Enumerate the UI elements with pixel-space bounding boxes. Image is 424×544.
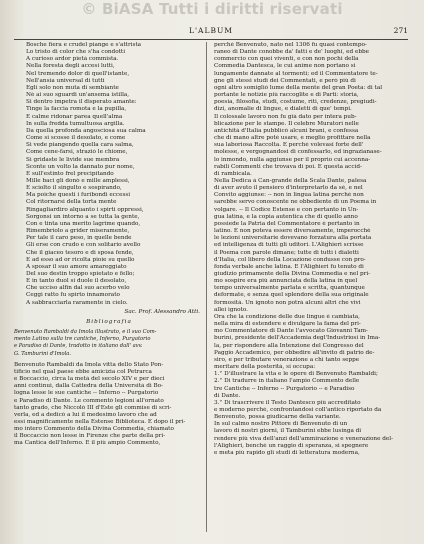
text-line: raneo di Dante conobbe da' fatti e de' luoghi, ed ebbe — [214, 49, 369, 56]
poem-line: Con e tinta una merito lagrime quando, — [26, 220, 141, 227]
poem-line: Che ucciso alfin dal suo acerbo velo — [26, 285, 130, 292]
text-line: Benvenuto Rambaldi da Imola vitta dello Stato Pon- — [14, 361, 164, 368]
poem-line: Gli erse con crudo e con solitario avello — [26, 242, 141, 249]
bibliography-line: mento Latino sulla tre cantiche, Inferno, Purgatorio — [14, 336, 151, 343]
text-line: ma Cantica dell'Inferno. E il più ampio Commento, — [14, 440, 161, 447]
text-line: latino. E non poteva essere diversamente, imperocchè — [214, 228, 371, 235]
text-line: di Dante. — [214, 392, 241, 399]
left-column — [14, 42, 204, 448]
text-line: In sul calmo nostro Pittore di Benvenuto di un — [214, 421, 348, 428]
poem-line: Come si scosse il desolato, e come — [26, 135, 126, 142]
text-line: Il colossale lavoro non fu già dato per intera pub- — [214, 113, 357, 120]
poem-line: Col ritornarsi della torta mente — [26, 199, 117, 206]
right-column — [214, 42, 404, 457]
poem-line: A sabbracciarla raramente in cielo. — [26, 299, 128, 306]
text-line: il Boccaccio non lesse in Firenze che parte della pri- — [14, 433, 166, 440]
poem-line: Nell'ansia universal di tutti — [26, 77, 105, 84]
text-line: antichità d'Italia pubblicò alcuni brani, e confessa — [214, 127, 359, 134]
text-line: tanto grado, che Niccolò III d'Este gli commise di scri- — [14, 404, 172, 411]
text-line: 2.° Di tradurre in italiano l'ampio Commento delle — [214, 378, 360, 385]
poem-line: Bosche fiera e crudel piange e s'attrista — [26, 42, 142, 48]
poem-line: In sulla fredda tumultuosa argilla. — [26, 120, 125, 127]
poem-line: Ma poiche questi i furibondi eccessi — [26, 192, 131, 199]
text-line: le lezioni universitarie dovevano forzatura alla portata — [214, 235, 372, 242]
text-line: allei ignoto. — [214, 306, 248, 313]
header-rule — [14, 39, 408, 40]
text-line: di rambicala. — [214, 170, 252, 177]
poem-line: Per tale il caro peso, in quelle bende — [26, 235, 132, 242]
text-line: verla, ed a dedicò a lui il medesimo lavoro che ad — [14, 411, 157, 418]
bibliography-entry — [14, 329, 204, 358]
text-line: e meta più rapido gli studi di letteratura moderna, — [214, 449, 360, 456]
poem-line: Come cene-farsi, straziò le chiome, — [26, 149, 128, 156]
text-line: Convito aggiunse: -- non in lingua latina perchè non — [214, 192, 364, 199]
text-line: di aver avuto il pensiero d'interpretarlo da sè, e nel — [214, 185, 363, 192]
text-line: gua latina, e la copia autentica che di quello anno — [214, 213, 358, 220]
text-line: dizi, anomalie di lingue, e dialetti di que' tempi. — [214, 106, 352, 113]
poem-line: Del suo destin troppo spietato e fello; — [26, 271, 135, 277]
column-divider — [206, 42, 207, 532]
text-line: Paggio Accademico, per obbedire all'invito di patrio de- — [214, 349, 375, 356]
copyright-watermark: © BiASA Tutti i diritti riservati — [81, 0, 343, 18]
poem-line: E sciolto il singulto e sospirando, — [26, 185, 122, 192]
text-line: meritare della posterità, si occupa: — [214, 364, 316, 371]
text-line: commercio con quei viventi, e con non pochi della — [214, 56, 359, 63]
text-line: mo Commentatore di Dante l'avvocato Giovanni Tam- — [214, 328, 368, 335]
text-line: Ora che la condizione delle due lingue è cambiata, — [214, 313, 360, 320]
poem-line: Ringagliardiro alquanto i spirti oppressi, — [26, 206, 144, 213]
page-number: 271 — [393, 26, 408, 35]
page-header — [14, 26, 408, 38]
poem-line: Tinge la faccia romota e la pupilla, — [26, 106, 127, 113]
text-line: ed intelligenza di tutti gli uditori. L'Alighieri scrisse — [214, 242, 364, 249]
text-line: ogni altro somigliò lume della mente del gran Poeta: di tal — [214, 84, 383, 91]
poem-line: Ceggi ratto fu spirto innamorato — [26, 292, 120, 299]
bibliography-line: Benvenuto Rambaldi da Imola illustrato, e il suo Com- — [14, 329, 157, 336]
text-line: perchè Benvenuto, nato nel 1306 fu quasi contempo- — [214, 42, 367, 48]
text-line: l'Alighieri, benchè un raggio di speranza, si spegnere — [214, 442, 369, 449]
text-line: 3.° Di trascrivere il Testo Dantesco più accreditato — [214, 399, 361, 406]
poem-line: E calme ridonar parea quell'alma — [26, 113, 123, 120]
section-title: Bibliografia — [86, 318, 132, 325]
text-line: burini, presidente dell'Accademia degl'Industriosi in Ima- — [214, 335, 381, 342]
poem-line: Nel tremendo dolor di quell'istante, — [26, 70, 130, 77]
poem-line: Nella foresta degli accesi lutti, — [26, 63, 115, 70]
text-line: lungamente dannate al tormenti; ed il Commentatore te- — [214, 70, 378, 77]
poem-line: Si vede piangendo quella cara salma, — [26, 142, 134, 149]
text-line: e Paradiso di Dante. Le commentò legioni all'ornato — [14, 397, 164, 404]
text-line: blicazione per le stampe. Il celebre Muratori nelle — [214, 120, 359, 127]
poem-line: Sconte un volto la dannato pur nome, — [26, 163, 135, 170]
text-line: rendere più viva dell'anzi dell'ammirazione e venerazione del- — [214, 435, 394, 442]
text-line: anni continui, dalla Cattedra della Università di Bo- — [14, 383, 164, 390]
text-line: 1.° D'illustrare la vita e le opere di Benvenuto Rambaldi; — [214, 371, 378, 378]
bibliography-line: G. Tamburini d'Imola. — [14, 350, 72, 357]
poem-line: E sull'estinto frel precipitando — [26, 170, 114, 177]
poem-line: Si dentro impetra il disperato amante: — [26, 99, 137, 106]
text-line: poesia, filosofia, studi, costume, riti, credenze, pregiudi- — [214, 99, 377, 106]
text-line: portante le notizie più raccoglite e di Parti: storia, — [214, 92, 359, 99]
text-line: tificio nel qual paese ebbe amicizia col Petrarca — [14, 368, 152, 375]
poem-line: Da quella profonda angosciosa sua calma — [26, 127, 146, 134]
text-line: essi magnificamente nella Estense Biblioteca. E dopo il pri- — [14, 418, 186, 425]
poem-line: Egli solo non muta di sembiante — [26, 84, 119, 91]
text-line: giudizio primamente della Divina Commedia e nel pri- — [214, 271, 371, 277]
text-line: il Poema con parole dimane; tutte di tutti i dialetti — [214, 249, 359, 256]
text-line: nella mira di estendere e divulgare la fama del pri- — [214, 321, 361, 328]
text-line: che di mano altre potè usare, e meglio profittare nella — [214, 135, 371, 142]
right-body-text — [214, 42, 404, 457]
text-line: rabili Commenti che trovava di poi. E questa accid- — [214, 163, 362, 170]
text-line: volgare. -- Il Codice Estense e con pertanto in Un- — [214, 206, 359, 213]
left-body-text — [14, 362, 204, 448]
text-line: fonda verbale anche latina. E l'Alighieri fu tenuto di — [214, 263, 364, 270]
poem-line: Nè ai suo sguardi un'ansema istilla, — [26, 92, 130, 99]
text-line: possiede la Patria del Commentatore è pertanto in — [214, 220, 360, 227]
text-line: d'Italia, col libero della Locazione condusse con pro- — [214, 256, 366, 263]
poem-line: Che il giaceo tesoro e di sposa fende, — [26, 249, 134, 256]
text-line: Benvenuto, possa giudicarne della variante. — [214, 414, 341, 421]
poem-line: E ad esso ad or ricolta pioie su quello — [26, 256, 135, 263]
text-line: la, per rispondere alla Intenzione del Congresso del — [214, 342, 364, 349]
text-line: gne gli stessi studi dei Commentati, e però più di — [214, 77, 356, 84]
text-line: deformate, e senza quel splendore della sua originale — [214, 292, 369, 299]
poem-line: Mille baci gli donò e mille amplessi, — [26, 177, 130, 184]
text-line: lo inmondo, nulla aggiunse per il proprio cui accenna- — [214, 156, 371, 163]
poem-line: A curioso ardor pietà commista. — [26, 56, 119, 63]
poem-signature: Sac. Prof. Alessandro Atti. — [124, 308, 200, 315]
poem-line: Sì gridaste le livide sue membra — [26, 156, 120, 163]
poem-line: Sorgonsi un intorno a se tutta la gente, — [26, 213, 140, 220]
text-line: molesse, e vergognandosi di confessarlo, ed ingrazianase- — [214, 149, 382, 156]
text-line: formosità. Un ignoto non potrà alcuni altri che vivi — [214, 299, 361, 306]
text-line: siro, e per tributare venerazione a chi tanto seppe — [214, 356, 360, 363]
text-line: Nella Dedica à Can-grande della Scala Dante, palesa — [214, 177, 367, 184]
text-line: e moderno perchè, confrontandosi coll'antico riportato da — [214, 406, 382, 413]
text-line: mo sospire era più annunciata della latina in quel — [214, 278, 358, 285]
text-line: tre Cantiche -- Inferno -- Purgatorio -- e Paradiso — [214, 385, 355, 392]
poem — [14, 42, 204, 307]
journal-title: L'ALBUM — [189, 26, 233, 35]
text-line: sua laboriosa Raccolta. E perchè volevasi forte dell' — [214, 142, 364, 149]
text-line: logna lesse le sue cantiche -- Inferno -- Purgatorio — [14, 390, 159, 397]
text-line: sarebbe servo conoscente ne obbediente di un Poema in — [214, 199, 377, 206]
bibliography-line: e Paradiso di Dante, tradotto in italiano dall' avv. — [14, 343, 143, 350]
text-line: Commedia Dantesca, le cui anime non portano si — [214, 63, 356, 70]
text-line: mo intero Commento della Divina Commedia, chiamato — [14, 426, 174, 433]
poem-line: A sposar il suo amore amareggiato — [26, 263, 127, 270]
text-line: lavoro di nostri giorni, il Tamburini ebbe lusinga di — [214, 428, 362, 435]
poem-line: E in tanto duol si duole il desolato, — [26, 278, 127, 285]
text-line: tempo universalmente parlata e scritta, quantunque — [214, 285, 365, 292]
poem-line: Rimembriolo a grider miseramente, — [26, 228, 130, 235]
text-line: e Boccaccio, circa la metà del secolo XIV e per dieci — [14, 376, 165, 383]
poem-line: Lo tristo di color che s'ha condotti — [26, 49, 126, 56]
